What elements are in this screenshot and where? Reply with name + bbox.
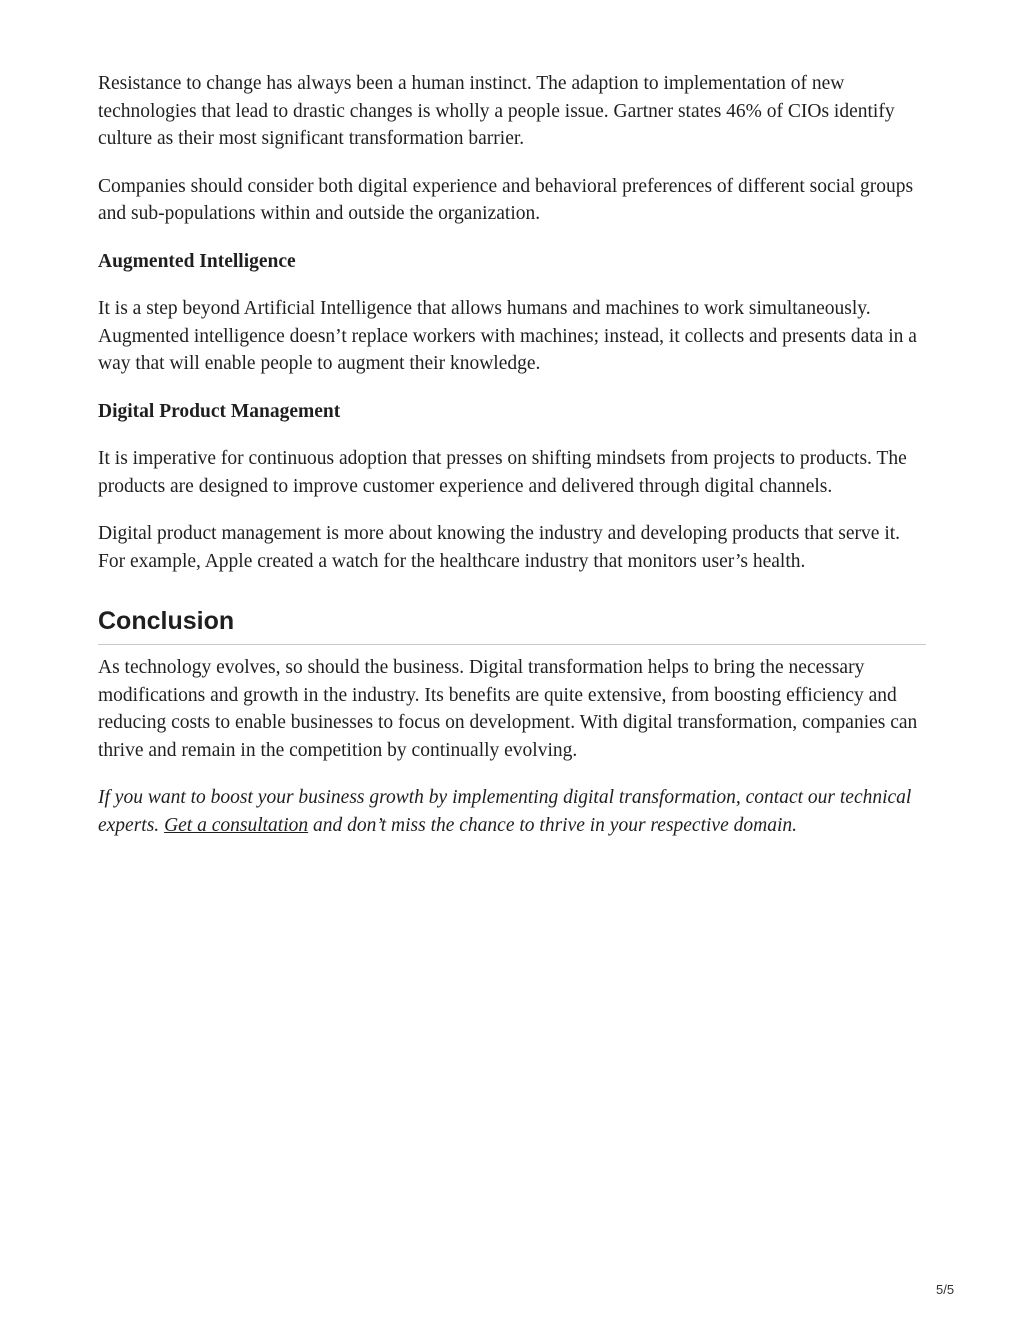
paragraph-conclusion: As technology evolves, so should the business. Digital transformation helps to bring the necessary modifications and growth in the industry. Its benefits are quite extensive, from boosting efficiency and reducing costs to enable businesses to focus on development. With digital transformation, companies can thrive and remain in the competition by continually evolving.	[98, 657, 918, 761]
cta-text-after: and don’t miss the chance to thrive in your respective domain.	[308, 814, 797, 836]
paragraph-companies: Companies should consider both digital experience and behavioral preferences of different social groups and sub-populations within and outside the organization.	[98, 175, 914, 224]
page-number: 5/5	[936, 1282, 955, 1297]
paragraph-augmented-intelligence: It is a step beyond Artificial Intelligence that allows humans and machines to work simultaneously. Augmented intelligence doesn’t replace workers with machines; instead, it collects and presents data in a way that will enable people to augment their knowledge.	[98, 298, 917, 374]
get-consultation-link[interactable]: Get a consultation	[164, 814, 309, 836]
article-body	[98, 70, 926, 859]
paragraph-continuous-adoption: It is imperative for continuous adoption that presses on shifting mindsets from projects to products. The products are designed to improve customer experience and delivered through digital channels.	[98, 448, 907, 497]
cta-text-before: If you want to boost your business growth by implementing digital transformation, contact our technical experts.	[98, 787, 912, 836]
call-to-action	[98, 784, 926, 839]
subheading-digital-product-management: Digital Product Management	[98, 400, 341, 422]
paragraph-dpm-example: Digital product management is more about knowing the industry and developing products that serve it. For example, Apple created a watch for the healthcare industry that monitors user’s health.	[98, 523, 901, 572]
subheading-augmented-intelligence: Augmented Intelligence	[98, 250, 296, 272]
paragraph-resistance: Resistance to change has always been a human instinct. The adaption to implementation of new technologies that lead to drastic changes is wholly a people issue. Gartner states 46% of CIOs identify culture as their most significant transformation barrier.	[98, 73, 895, 149]
section-heading-conclusion: Conclusion	[98, 607, 926, 645]
